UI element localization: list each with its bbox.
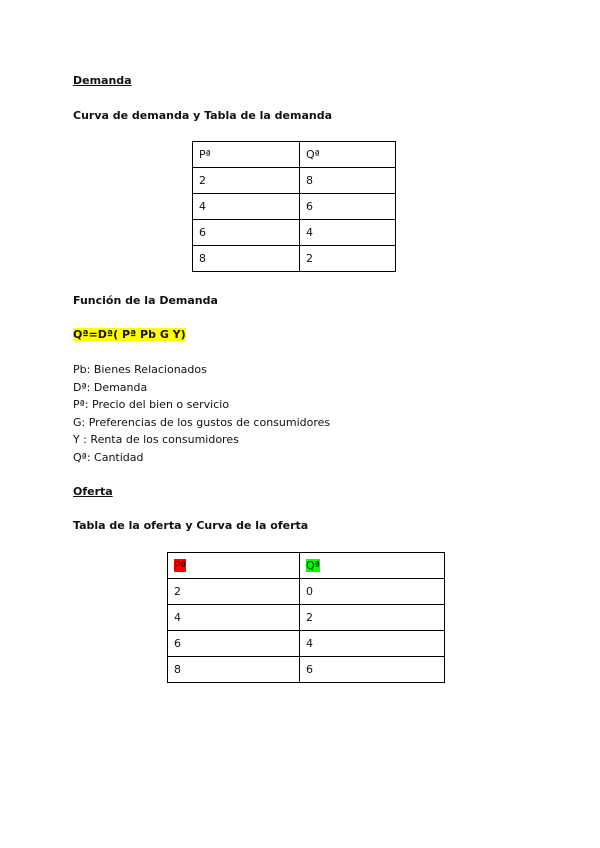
table-header-cell: [300, 553, 445, 579]
table-cell: 4: [300, 220, 396, 246]
demanda-table: [192, 141, 396, 272]
table-cell: 2: [300, 246, 396, 272]
table-cell: 8: [193, 246, 300, 272]
table-header-cell: [168, 553, 300, 579]
table-row: [168, 553, 445, 579]
table-cell: 6: [300, 194, 396, 220]
table-cell: 6: [300, 657, 445, 683]
formula-text: Qª=Dª( Pª Pb G Y): [73, 328, 186, 341]
table-cell: 0: [300, 579, 445, 605]
table-cell: 2: [300, 605, 445, 631]
list-item: Qª: Cantidad: [73, 450, 144, 464]
table-cell: 6: [193, 220, 300, 246]
table-row: [168, 631, 445, 657]
list-item: Pb: Bienes Relacionados: [73, 363, 207, 376]
definitions-list: [73, 361, 330, 466]
header-highlight: Qª: [306, 559, 320, 572]
table-row: [168, 605, 445, 631]
table-row: [193, 220, 396, 246]
table-cell: 4: [168, 605, 300, 631]
demanda-table-title: Curva de demanda y Tabla de la demanda: [73, 109, 333, 122]
table-cell: 8: [168, 657, 300, 683]
table-row: [193, 168, 396, 194]
table-row: [193, 142, 396, 168]
list-item: Pª: Precio del bien o servicio: [73, 398, 230, 411]
oferta-table: [167, 552, 445, 683]
table-cell: 4: [193, 194, 300, 220]
table-cell: 8: [300, 168, 396, 194]
list-item: Dª: Demanda: [73, 380, 148, 394]
table-row: [193, 246, 396, 272]
table-cell: 2: [193, 168, 300, 194]
list-item: Y : Renta de los consumidores: [73, 433, 239, 446]
header-highlight: Pª: [174, 559, 186, 572]
oferta-table-title: Tabla de la oferta y Curva de la oferta: [73, 519, 309, 532]
table-row: [168, 657, 445, 683]
demanda-heading: Demanda: [73, 74, 132, 87]
table-row: [168, 579, 445, 605]
table-cell: 2: [168, 579, 300, 605]
table-header-cell: Qª: [300, 142, 396, 168]
demand-formula: [73, 328, 186, 341]
oferta-heading: Oferta: [73, 485, 113, 498]
table-cell: 4: [300, 631, 445, 657]
function-title: Función de la Demanda: [73, 294, 218, 307]
list-item: G: Preferencias de los gustos de consumidores: [73, 415, 331, 429]
table-row: [193, 194, 396, 220]
table-cell: 6: [168, 631, 300, 657]
table-header-cell: Pª: [193, 142, 300, 168]
